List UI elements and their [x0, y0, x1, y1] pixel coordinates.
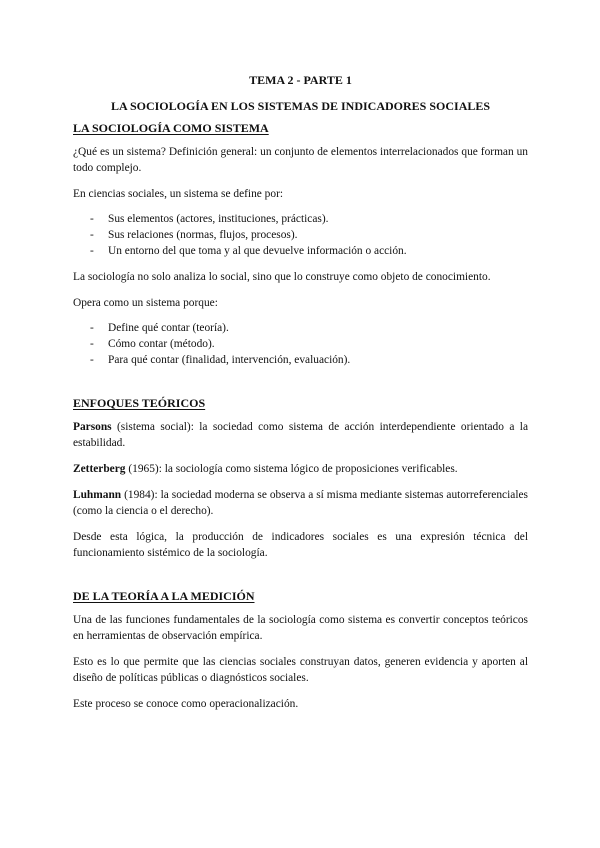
list-dash: -	[90, 245, 94, 257]
list-opera-sistema	[73, 320, 528, 368]
section-heading-teoria-medicion: DE LA TEORÍA A LA MEDICIÓN	[73, 589, 255, 603]
list-item-text: Define qué contar (teoría).	[108, 322, 229, 334]
paragraph-text: (sistema social): la sociedad como sistema de acción interdependiente orientado a la estabilidad.	[73, 421, 528, 449]
list-item-text: Cómo contar (método).	[108, 338, 215, 350]
paragraph-opera-sistema: Opera como un sistema porque:	[73, 297, 218, 309]
list-item-text: Un entorno del que toma y al que devuelve información o acción.	[108, 245, 407, 257]
list-item	[73, 227, 528, 243]
section-heading-enfoques-teoricos: ENFOQUES TEÓRICOS	[73, 396, 206, 410]
paragraph-operacionalizacion: Este proceso se conoce como operacionalización.	[73, 698, 299, 710]
section-heading-sociologia-sistema: LA SOCIOLOGÍA COMO SISTEMA	[73, 121, 269, 135]
paragraph-definicion-sistema: ¿Qué es un sistema? Definición general: un conjunto de elementos interrelacionados que forman un todo complejo.	[73, 146, 528, 174]
document-subtitle: LA SOCIOLOGÍA EN LOS SISTEMAS DE INDICADORES SOCIALES	[110, 99, 491, 113]
paragraph-produccion-indicadores: Desde esta lógica, la producción de indicadores sociales es una expresión técnica del funcionamiento sistémico de la sociología.	[73, 531, 528, 559]
list-dash: -	[90, 354, 94, 366]
list-item	[73, 336, 528, 352]
list-item	[73, 243, 528, 259]
list-item-text: Sus relaciones (normas, flujos, procesos).	[108, 229, 298, 241]
author-name-parsons: Parsons	[73, 421, 112, 433]
author-name-zetterberg: Zetterberg	[73, 463, 126, 475]
author-name-luhmann: Luhmann	[73, 489, 122, 501]
list-item-text: Para qué contar (finalidad, intervención, evaluación).	[108, 354, 351, 366]
paragraph-text: (1965): la sociología como sistema lógico de proposiciones verificables.	[125, 463, 458, 475]
paragraph-ciencias-sociales: En ciencias sociales, un sistema se define por:	[73, 188, 284, 200]
list-dash: -	[90, 322, 94, 334]
paragraph-zetterberg	[73, 461, 528, 477]
list-sistema-elementos	[73, 211, 528, 259]
paragraph-text: (1984): la sociedad moderna se observa a sí misma mediante sistemas autorreferenciales (como la ciencia o el derecho).	[73, 489, 528, 517]
paragraph-funciones-fundamentales: Una de las funciones fundamentales de la sociología como sistema es convertir conceptos teóricos en herramientas de observación empírica.	[73, 614, 528, 642]
paragraph-luhmann	[73, 487, 528, 519]
list-item-text: Sus elementos (actores, instituciones, prácticas).	[108, 213, 329, 225]
paragraph-construyan-datos: Esto es lo que permite que las ciencias sociales construyan datos, generen evidencia y aporten al diseño de políticas públicas o diagnósticos sociales.	[73, 656, 528, 684]
list-dash: -	[90, 213, 94, 225]
document-title: TEMA 2 - PARTE 1	[249, 73, 352, 87]
list-dash: -	[90, 338, 94, 350]
list-item	[73, 352, 528, 368]
paragraph-parsons	[73, 419, 528, 451]
paragraph-sociologia-construye: La sociología no solo analiza lo social, sino que lo construye como objeto de conocimiento.	[73, 271, 491, 283]
list-dash: -	[90, 229, 94, 241]
list-item	[73, 320, 528, 336]
list-item	[73, 211, 528, 227]
